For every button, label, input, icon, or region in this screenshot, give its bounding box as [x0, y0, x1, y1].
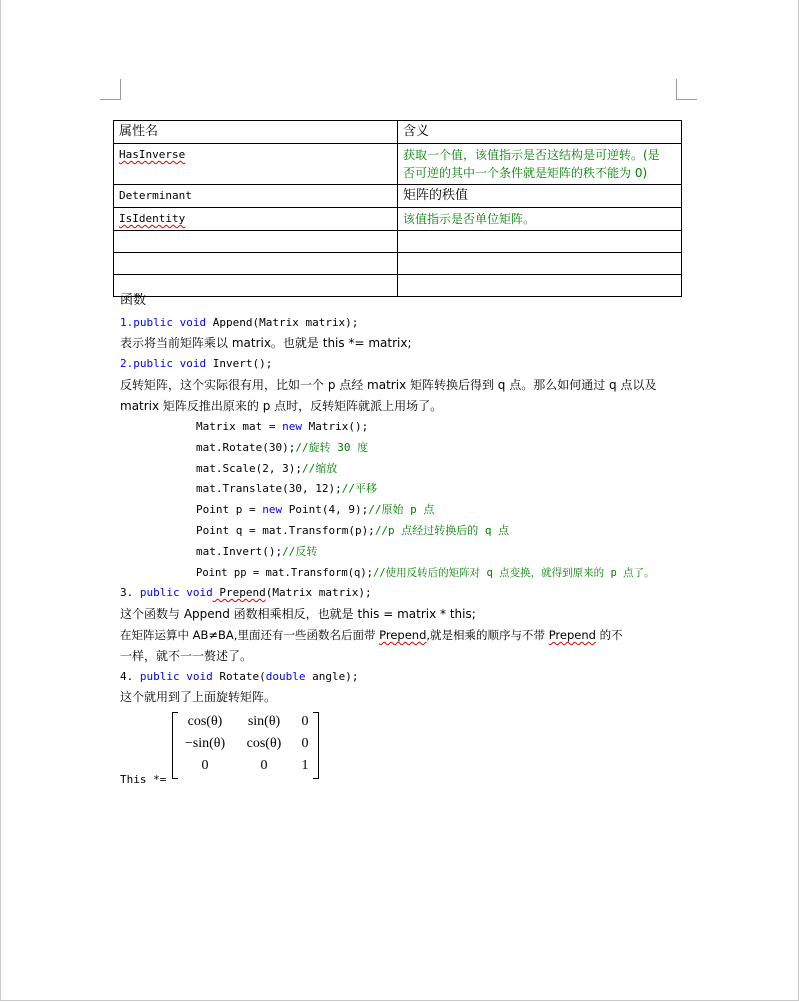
- code-keyword: new: [282, 420, 302, 433]
- table-cell-desc: [398, 144, 682, 185]
- code-text: Append(Matrix matrix);: [206, 316, 359, 329]
- code-text: Point(4, 9);: [282, 503, 369, 516]
- table-cell-desc: [398, 253, 682, 275]
- code-comment: //使用反转后的矩阵对 q 点变换，就得到原来的 p 点了。: [373, 567, 655, 579]
- table-row: [114, 208, 682, 231]
- code-text: mat.Scale(2, 3);: [196, 462, 302, 475]
- function-signature: [120, 354, 272, 374]
- matrix-row: [173, 714, 318, 738]
- code-text: Point p =: [196, 503, 263, 516]
- code-text: Invert();: [206, 357, 273, 370]
- function-number: 3.: [120, 586, 140, 599]
- code-line: [196, 438, 368, 458]
- table-cell-desc: [398, 231, 682, 253]
- matrix-prefix: This *=: [120, 773, 167, 786]
- desc-keyword: Prepend: [379, 628, 427, 642]
- matrix-cell: 0: [201, 758, 209, 773]
- code-text: Point pp = mat.Transform(q);: [196, 567, 374, 579]
- function-description: 这个函数与 Append 函数相乘相反，也就是 this = matrix * this;: [120, 607, 476, 621]
- code-text: Rotate(: [212, 670, 266, 683]
- matrix-cell: 0: [301, 714, 309, 729]
- code-comment: //原始 p 点: [368, 503, 435, 516]
- code-text: mat.Translate(30, 12);: [196, 482, 342, 495]
- property-desc-line: 获取一个值，该值指示是否这结构是可逆转。(是: [403, 148, 660, 162]
- function-name: Prepend: [212, 586, 266, 599]
- desc-keyword: Prepend: [548, 628, 596, 642]
- matrix-cell: sin(θ): [247, 714, 281, 729]
- table-row: [114, 275, 682, 297]
- table-row: [114, 231, 682, 253]
- margin-corner-marker: [676, 79, 697, 100]
- function-signature: [120, 583, 372, 603]
- matrix-cell: −sin(θ): [184, 736, 226, 751]
- table-row: [114, 253, 682, 275]
- function-number: 2.: [120, 357, 134, 370]
- code-keyword: public void: [139, 670, 213, 683]
- table-cell-name: [114, 275, 398, 297]
- function-number: 1.: [120, 316, 134, 329]
- code-line: [196, 417, 368, 437]
- code-text: mat.Rotate(30);: [196, 441, 296, 454]
- table-cell-name: [114, 253, 398, 275]
- matrix-cell: 1: [301, 758, 309, 773]
- function-description: matrix 矩阵反推出原来的 p 点时，反转矩阵就派上用场了。: [120, 399, 443, 413]
- table-header-row: [114, 121, 682, 144]
- function-description: 表示将当前矩阵乘以 matrix。也就是 this *= matrix;: [120, 336, 412, 350]
- section-title: 函数: [120, 293, 147, 308]
- code-text: Matrix();: [301, 420, 369, 433]
- code-comment: //平移: [341, 482, 377, 495]
- code-line: [196, 563, 655, 583]
- table-header-cell: 含义: [398, 121, 682, 144]
- function-description: 反转矩阵，这个实际很有用，比如一个 p 点经 matrix 矩阵转换后得到 q 点。那么如何通过 q 点以及: [120, 378, 657, 392]
- code-text: (Matrix matrix);: [265, 586, 372, 599]
- properties-table: [113, 120, 682, 297]
- code-text: Matrix mat =: [196, 420, 283, 433]
- code-comment: //p 点经过转换后的 q 点: [374, 524, 510, 537]
- desc-text: 的不: [595, 628, 623, 642]
- code-line: [196, 479, 377, 499]
- code-keyword: public void: [133, 316, 207, 329]
- table-cell-name: [114, 144, 398, 185]
- table-row: [114, 144, 682, 185]
- code-comment: //缩放: [301, 462, 338, 475]
- code-keyword: public void: [133, 357, 207, 370]
- property-name: IsIdentity: [119, 212, 186, 225]
- matrix-cell: 0: [260, 758, 268, 773]
- code-keyword: double: [265, 670, 306, 683]
- matrix-row: [173, 758, 318, 782]
- code-line: [196, 500, 434, 520]
- code-comment: //旋转 30 度: [295, 441, 369, 454]
- code-text: Point q = mat.Transform(p);: [196, 524, 375, 537]
- code-line: [196, 521, 509, 541]
- code-comment: //反转: [282, 545, 318, 558]
- function-number: 4.: [120, 670, 140, 683]
- function-signature: [120, 667, 358, 687]
- desc-text: 在矩阵运算中 AB≠BA,里面还有一些函数名后面带: [120, 628, 380, 642]
- table-cell-name: Determinant: [114, 185, 398, 208]
- matrix-cell: 0: [301, 736, 309, 751]
- matrix-row: [173, 736, 318, 760]
- code-line: [196, 459, 337, 479]
- desc-text: ,就是相乘的顺序与不带: [426, 628, 549, 642]
- code-text: angle);: [305, 670, 359, 683]
- table-cell-name: [114, 231, 398, 253]
- function-description: 一样，就不一一赘述了。: [120, 649, 253, 663]
- code-text: mat.Invert();: [196, 545, 283, 558]
- margin-corner-marker: [100, 79, 121, 100]
- table-cell-desc: [398, 275, 682, 297]
- code-keyword: new: [262, 503, 283, 516]
- rotation-matrix: [172, 712, 319, 779]
- matrix-cell: cos(θ): [246, 736, 282, 751]
- code-keyword: public void: [139, 586, 213, 599]
- function-description: [120, 625, 623, 645]
- table-cell-name: [114, 208, 398, 231]
- property-name: HasInverse: [119, 148, 186, 161]
- table-row: [114, 185, 682, 208]
- code-line: [196, 542, 317, 562]
- table-cell-desc: 该值指示是否单位矩阵。: [398, 208, 682, 231]
- function-signature: [120, 313, 358, 333]
- table-header-cell: 属性名: [114, 121, 398, 144]
- table-cell-desc: 矩阵的秩值: [398, 185, 682, 208]
- function-description: 这个就用到了上面旋转矩阵。: [120, 690, 277, 704]
- property-desc-line: 否可逆的其中一个条件就是矩阵的秩不能为 0): [403, 166, 648, 180]
- matrix-cell: cos(θ): [187, 714, 223, 729]
